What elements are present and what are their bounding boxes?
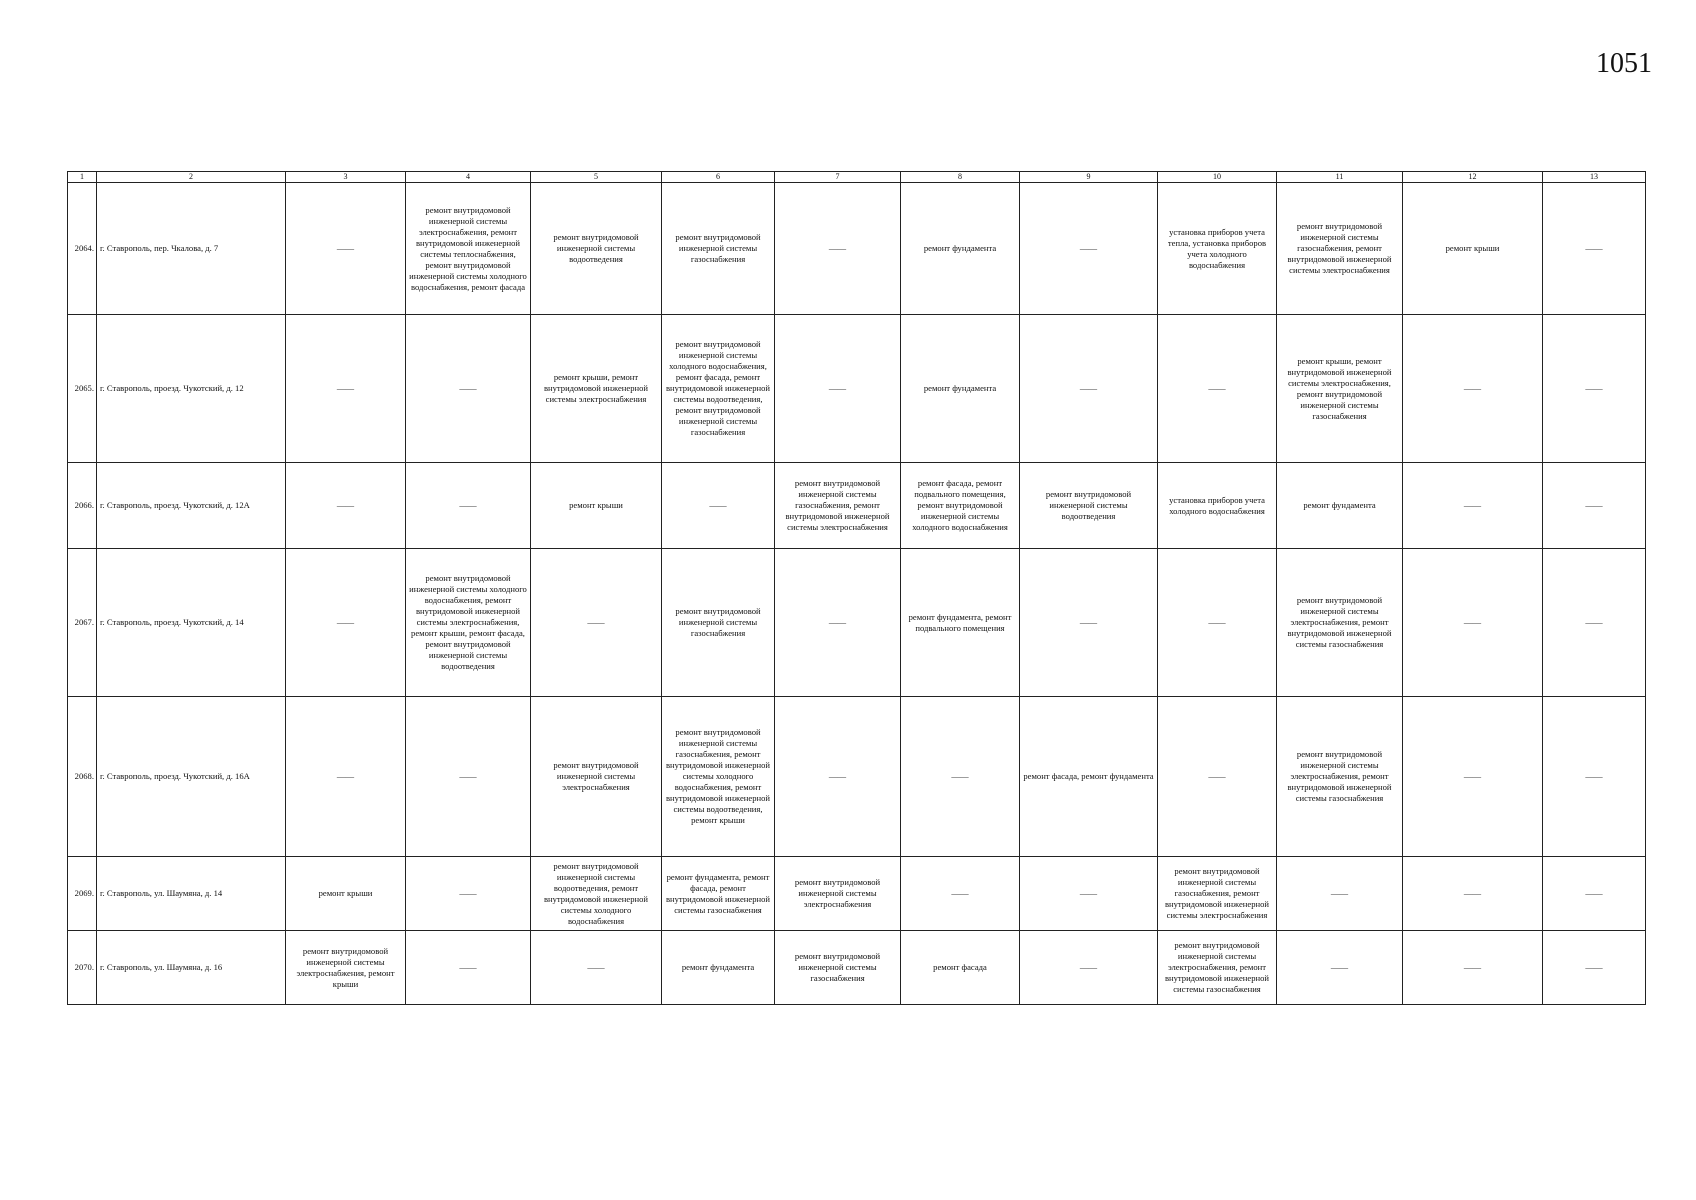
table-cell: —— <box>1543 697 1646 857</box>
table-cell: ремонт фасада, ремонт фундамента <box>1020 697 1158 857</box>
table-cell: —— <box>1403 697 1543 857</box>
column-number-row <box>68 172 1646 183</box>
address-cell: г. Ставрополь, ул. Шаумяна, д. 14 <box>97 857 286 931</box>
table-cell: —— <box>286 549 406 697</box>
table-cell: —— <box>775 549 901 697</box>
table-cell: —— <box>1543 931 1646 1005</box>
address-cell: г. Ставрополь, проезд. Чукотский, д. 12А <box>97 463 286 549</box>
table-cell: ремонт внутридомовой инженерной системы газоснабжения <box>662 183 775 315</box>
table-cell: —— <box>1020 183 1158 315</box>
table-cell: —— <box>1158 697 1277 857</box>
table-row <box>68 463 1646 549</box>
table-cell: —— <box>1020 857 1158 931</box>
table-cell: ремонт внутридомовой инженерной системы электроснабжения, ремонт внутридомовой инженерной системы теплоснабжения, ремонт внутридомовой инженерной системы холодного водоснабжения, ремонт фасада <box>406 183 531 315</box>
table-cell: —— <box>286 183 406 315</box>
table-cell: ремонт фундамента, ремонт фасада, ремонт внутридомовой инженерной системы газоснабжения <box>662 857 775 931</box>
table-cell: —— <box>406 931 531 1005</box>
table-cell: —— <box>286 463 406 549</box>
row-number: 2066. <box>68 463 97 549</box>
table-cell: —— <box>1020 931 1158 1005</box>
table-cell: —— <box>1403 931 1543 1005</box>
table-cell: —— <box>1403 315 1543 463</box>
column-number: 8 <box>901 172 1020 183</box>
table-cell: —— <box>1543 183 1646 315</box>
table-header <box>68 172 1646 183</box>
table-cell: —— <box>1543 315 1646 463</box>
table-cell: ремонт фундамента <box>1277 463 1403 549</box>
table-row <box>68 315 1646 463</box>
table-cell: —— <box>1543 463 1646 549</box>
table-cell: ремонт фундамента <box>901 315 1020 463</box>
table-cell: ремонт внутридомовой инженерной системы газоснабжения, ремонт внутридомовой инженерной системы электроснабжения <box>1277 183 1403 315</box>
table-cell: —— <box>1403 463 1543 549</box>
table-cell: —— <box>406 857 531 931</box>
table-cell: —— <box>775 697 901 857</box>
column-number: 1 <box>68 172 97 183</box>
address-cell: г. Ставрополь, проезд. Чукотский, д. 16А <box>97 697 286 857</box>
table-cell: —— <box>662 463 775 549</box>
table-cell: —— <box>286 315 406 463</box>
table-cell: —— <box>1403 857 1543 931</box>
table-cell: ремонт внутридомовой инженерной системы электроснабжения, ремонт внутридомовой инженерной системы газоснабжения <box>1277 549 1403 697</box>
table-cell: —— <box>406 463 531 549</box>
table-cell: —— <box>775 315 901 463</box>
column-number: 6 <box>662 172 775 183</box>
table-cell: —— <box>901 697 1020 857</box>
table-cell: —— <box>1158 315 1277 463</box>
table-cell: ремонт внутридомовой инженерной системы газоснабжения, ремонт внутридомовой инженерной системы холодного водоснабжения, ремонт внутридомовой инженерной системы водоотведения, ремонт крыши <box>662 697 775 857</box>
table-cell: ремонт внутридомовой инженерной системы холодного водоснабжения, ремонт внутридомовой инженерной системы электроснабжения, ремонт крыши, ремонт фасада, ремонт внутридомовой инженерной системы водоотведения <box>406 549 531 697</box>
row-number: 2068. <box>68 697 97 857</box>
table-cell: ремонт внутридомовой инженерной системы электроснабжения, ремонт внутридомовой инженерной системы газоснабжения <box>1277 697 1403 857</box>
table-cell: —— <box>775 183 901 315</box>
table-cell: ремонт крыши, ремонт внутридомовой инженерной системы электроснабжения <box>531 315 662 463</box>
table-cell: ремонт крыши <box>1403 183 1543 315</box>
table-cell: ремонт крыши <box>286 857 406 931</box>
table-cell: ремонт фасада, ремонт подвального помещения, ремонт внутридомовой инженерной системы холодного водоснабжения <box>901 463 1020 549</box>
table-cell: —— <box>1543 857 1646 931</box>
table-cell: —— <box>531 931 662 1005</box>
table-cell: —— <box>1277 931 1403 1005</box>
table-cell: —— <box>1403 549 1543 697</box>
row-number: 2064. <box>68 183 97 315</box>
table-row <box>68 697 1646 857</box>
column-number: 12 <box>1403 172 1543 183</box>
column-number: 3 <box>286 172 406 183</box>
address-cell: г. Ставрополь, проезд. Чукотский, д. 14 <box>97 549 286 697</box>
table-cell: —— <box>286 697 406 857</box>
row-number: 2067. <box>68 549 97 697</box>
table-cell: —— <box>901 857 1020 931</box>
table-cell: —— <box>531 549 662 697</box>
column-number: 9 <box>1020 172 1158 183</box>
table-cell: ремонт внутридомовой инженерной системы газоснабжения <box>662 549 775 697</box>
row-number: 2065. <box>68 315 97 463</box>
column-number: 7 <box>775 172 901 183</box>
table-cell: ремонт фундамента <box>662 931 775 1005</box>
table-cell: —— <box>406 315 531 463</box>
table-cell: ремонт внутридомовой инженерной системы водоотведения <box>1020 463 1158 549</box>
column-number: 5 <box>531 172 662 183</box>
table-cell: ремонт внутридомовой инженерной системы электроснабжения <box>775 857 901 931</box>
table-cell: ремонт внутридомовой инженерной системы водоотведения, ремонт внутридомовой инженерной системы холодного водоснабжения <box>531 857 662 931</box>
address-cell: г. Ставрополь, пер. Чкалова, д. 7 <box>97 183 286 315</box>
table-cell: ремонт внутридомовой инженерной системы водоотведения <box>531 183 662 315</box>
table-cell: установка приборов учета холодного водоснабжения <box>1158 463 1277 549</box>
table-cell: —— <box>1543 549 1646 697</box>
column-number: 4 <box>406 172 531 183</box>
address-cell: г. Ставрополь, ул. Шаумяна, д. 16 <box>97 931 286 1005</box>
table-cell: —— <box>1020 315 1158 463</box>
table-cell: ремонт внутридомовой инженерной системы газоснабжения <box>775 931 901 1005</box>
column-number: 13 <box>1543 172 1646 183</box>
column-number: 2 <box>97 172 286 183</box>
table-cell: —— <box>1277 857 1403 931</box>
table-cell: ремонт фасада <box>901 931 1020 1005</box>
table-row <box>68 549 1646 697</box>
table-cell: ремонт фундамента <box>901 183 1020 315</box>
table-cell: установка приборов учета тепла, установка приборов учета холодного водоснабжения <box>1158 183 1277 315</box>
table-cell: ремонт внутридомовой инженерной системы холодного водоснабжения, ремонт фасада, ремонт внутридомовой инженерной системы водоотведения, ремонт внутридомовой инженерной системы газоснабжения <box>662 315 775 463</box>
table-row <box>68 857 1646 931</box>
row-number: 2070. <box>68 931 97 1005</box>
table-row <box>68 183 1646 315</box>
table-cell: —— <box>406 697 531 857</box>
table-row <box>68 931 1646 1005</box>
page-number: 1051 <box>1596 48 1652 79</box>
column-number: 11 <box>1277 172 1403 183</box>
table-cell: ремонт крыши, ремонт внутридомовой инженерной системы электроснабжения, ремонт внутридомовой инженерной системы газоснабжения <box>1277 315 1403 463</box>
table-cell: ремонт внутридомовой инженерной системы электроснабжения, ремонт крыши <box>286 931 406 1005</box>
table-cell: ремонт внутридомовой инженерной системы газоснабжения, ремонт внутридомовой инженерной системы электроснабжения <box>775 463 901 549</box>
repair-schedule-table <box>67 171 1646 1005</box>
row-number: 2069. <box>68 857 97 931</box>
table-cell: ремонт фундамента, ремонт подвального помещения <box>901 549 1020 697</box>
table-cell: ремонт внутридомовой инженерной системы электроснабжения, ремонт внутридомовой инженерной системы газоснабжения <box>1158 931 1277 1005</box>
table-cell: —— <box>1158 549 1277 697</box>
table-cell: ремонт внутридомовой инженерной системы газоснабжения, ремонт внутридомовой инженерной системы электроснабжения <box>1158 857 1277 931</box>
column-number: 10 <box>1158 172 1277 183</box>
table-cell: —— <box>1020 549 1158 697</box>
address-cell: г. Ставрополь, проезд. Чукотский, д. 12 <box>97 315 286 463</box>
table-cell: ремонт внутридомовой инженерной системы электроснабжения <box>531 697 662 857</box>
table-cell: ремонт крыши <box>531 463 662 549</box>
